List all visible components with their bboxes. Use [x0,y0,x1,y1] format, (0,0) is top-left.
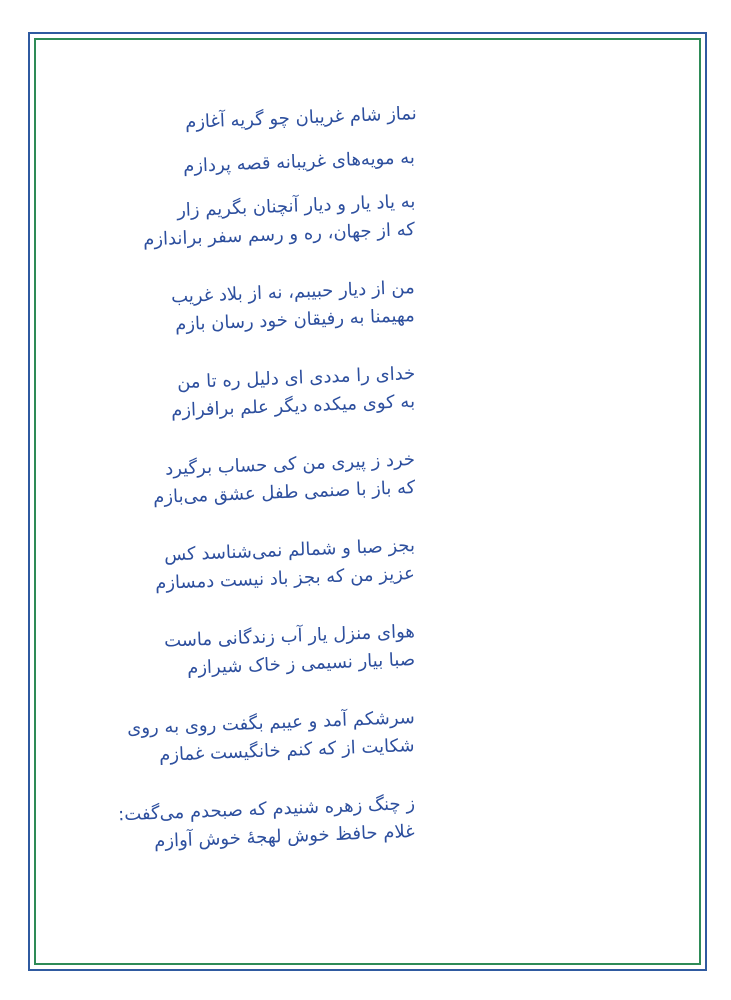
poem-line: عزیز من که بجز باد نیست دمسازم [154,563,416,594]
poem-line: هوای منزل یار آب زندگانی ماست [163,621,416,652]
stanza-9 [95,790,415,876]
poem-body [95,102,418,876]
poem-line: شکایت از که کنم خانگیست غمازم [159,735,416,766]
stanza-7 [95,618,415,704]
stanza-6 [95,532,415,618]
poem-line: من از دیار حبیبم، نه از بلاد غریب [171,277,416,308]
poem-line: به کوی میکده دیگر علم برافرازم [170,391,416,422]
stanza-1 [95,102,418,188]
poem-line: مهیمنا به رفیقان خود رسان بازم [175,305,416,336]
stanza-3 [95,274,415,360]
poem-line: که باز با صنمی طفل عشق می‌بازم [152,477,416,509]
stanza-8 [95,704,415,790]
poem-line: خدای را مددی ای دلیل ره تا من [176,363,416,394]
stanza-4 [95,360,415,446]
poem-line: به یاد یار و دیار آنچنان بگریم زار [176,191,416,222]
poem-line: بجز صبا و شمالم نمی‌شناسد کس [163,535,416,566]
stanza-5 [95,446,415,532]
poem-line: نماز شام غریبان چو گریه آغازم [185,103,418,133]
poem-line: سرشکم آمد و عیبم بگفت روی به روی [127,707,416,740]
poem-line: صبا بیار نسیمی ز خاک شیرازم [186,649,416,679]
stanza-2 [95,188,415,274]
poem-line: که از جهان، ره و رسم سفر براندازم [142,219,416,251]
poem-line: غلام حافظ خوش لهجهٔ خوش آوازم [154,821,416,852]
poem-line: خرد ز پیری من کی حساب برگیرد [164,449,416,480]
poem-line: ز چنگ زهره شنیدم که صبحدم می‌گفت: [117,793,416,826]
poem-line: به مویه‌های غریبانه قصه پردازم [182,147,416,177]
